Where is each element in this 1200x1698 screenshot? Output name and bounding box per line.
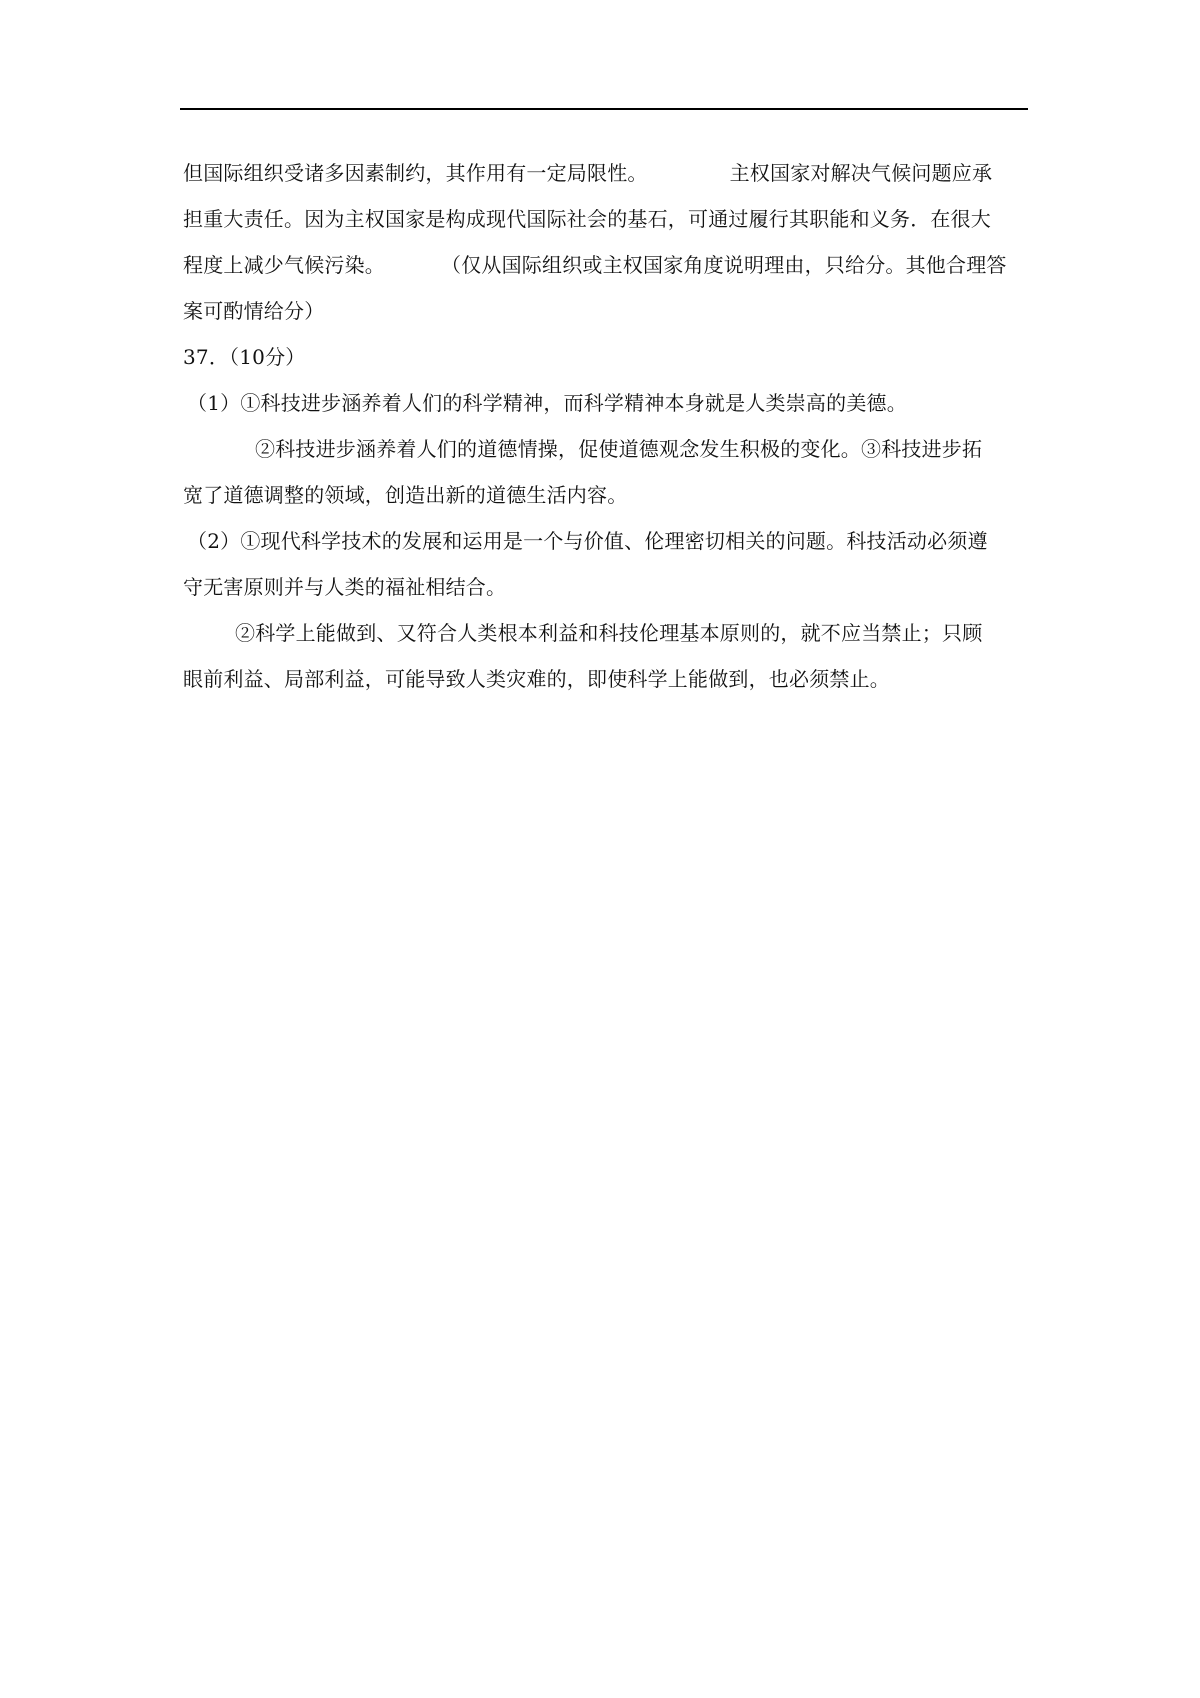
text-segment: 守无害原则并与人类的福祉相结合。 bbox=[183, 575, 507, 599]
question-number bbox=[183, 334, 1026, 380]
text-line bbox=[183, 150, 1026, 196]
text-line bbox=[183, 656, 1026, 702]
answer-part-1 bbox=[183, 380, 1026, 426]
text-segment: 眼前利益、局部利益，可能导致人类灾难的，即使科学上能做到，也必须禁止。 bbox=[183, 667, 890, 691]
text-segment: 宽了道德调整的领域，创造出新的道德生活内容。 bbox=[183, 483, 628, 507]
text-segment: （2）①现代科学技术的发展和运用是一个与价值、伦理密切相关的问题。科技活动必须遵 bbox=[187, 529, 988, 553]
text-segment: （仅从国际组织或主权国家角度说明理由，只给分。其他合理答 bbox=[441, 253, 1007, 277]
text-segment: 37．（10分） bbox=[183, 345, 306, 369]
text-segment: 但国际组织受诸多因素制约，其作用有一定局限性。 bbox=[183, 161, 648, 185]
text-segment: （1）①科技进步涵养着人们的科学精神，而科学精神本身就是人类崇高的美德。 bbox=[187, 391, 907, 415]
text-segment: ②科技进步涵养着人们的道德情操，促使道德观念发生积极的变化。③科技进步拓 bbox=[255, 437, 983, 461]
header-rule bbox=[180, 108, 1028, 110]
text-segment: 主权国家对解决气候问题应承 bbox=[729, 161, 993, 185]
text-line bbox=[183, 242, 1026, 288]
document-body bbox=[183, 150, 1026, 702]
text-segment: 程度上减少气候污染。 bbox=[183, 253, 385, 277]
text-line bbox=[183, 472, 1026, 518]
text-segment: 案可酌情给分） bbox=[183, 299, 325, 323]
answer-part-2 bbox=[183, 518, 1026, 564]
text-segment: ②科学上能做到、又符合人类根本利益和科技伦理基本原则的，就不应当禁止；只顾 bbox=[235, 621, 983, 645]
text-line bbox=[183, 196, 1026, 242]
text-line bbox=[183, 288, 1026, 334]
text-line bbox=[183, 564, 1026, 610]
text-line bbox=[183, 610, 1026, 656]
text-segment: 担重大责任。因为主权国家是构成现代国际社会的基石，可通过履行其职能和义务．在很大 bbox=[183, 207, 991, 231]
text-line bbox=[183, 426, 1026, 472]
